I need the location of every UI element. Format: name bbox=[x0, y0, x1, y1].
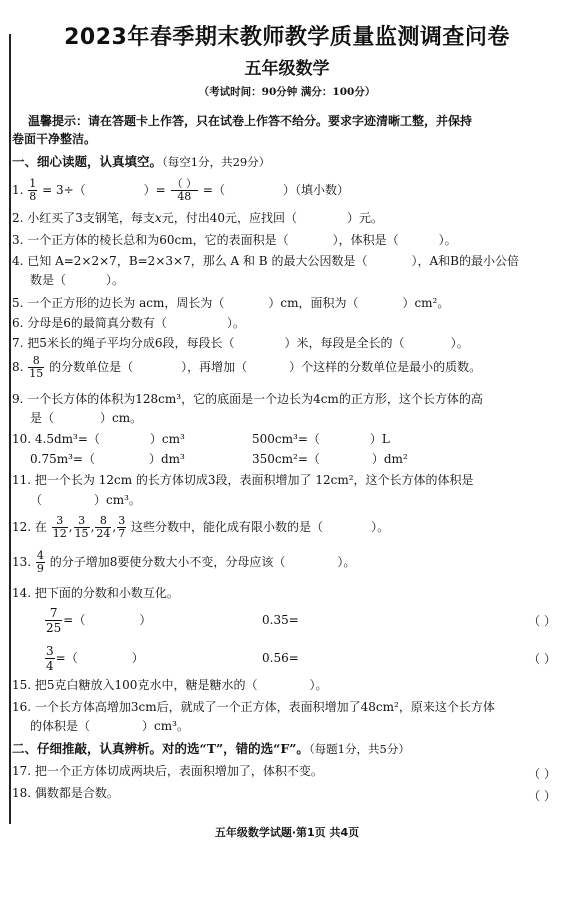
q12-fraction-1: $\frac{3}{12}$ bbox=[52, 514, 67, 540]
question-1 bbox=[12, 176, 566, 204]
question-14-row-1: $\frac{7}{25}$ =（ ） 0.35= bbox=[46, 606, 299, 635]
question-7: 7. 把5米长的绳子平均分成6段，每段长（ ）米，每段是全长的（ ）。 bbox=[12, 336, 469, 350]
question-14-row-2: $\frac{3}{4}$ =（ ） 0.56= bbox=[46, 644, 299, 673]
question-3: 3. 一个正方体的棱长总和为60cm，它的表面积是（ ），体积是（ ）。 bbox=[12, 233, 457, 247]
question-4: 4. 已知 A=2×2×7，B=2×3×7，那么 A 和 B 的最大公因数是（ ），A和B的最小公倍 bbox=[12, 254, 519, 268]
section2-heading bbox=[12, 741, 566, 757]
q13-fraction: $\frac{4}{9}$ bbox=[36, 549, 44, 575]
question-5: 5. 一个正方形的边长为 acm，周长为（ ）cm，面积为（ ）cm²。 bbox=[12, 296, 450, 310]
q14-fraction-2: $\frac{3}{4}$ bbox=[46, 644, 54, 673]
q8-fraction: $\frac{8}{15}$ bbox=[29, 354, 44, 380]
q14-answer-paren-1: （ ） bbox=[528, 614, 556, 628]
binding-margin-line bbox=[9, 34, 11, 824]
q1-fraction-1: $\frac{1}{8}$ bbox=[29, 177, 37, 203]
q14-decimal-2: 0.56= bbox=[262, 651, 299, 665]
question-17: 17. 把一个正方体切成两块后，表面积增加了，体积不变。 bbox=[12, 764, 323, 778]
q1-text-b: ）= bbox=[143, 183, 166, 197]
q14-fraction-1: $\frac{7}{25}$ bbox=[46, 606, 62, 635]
question-11-cont: （ ）cm³。 bbox=[30, 493, 141, 507]
tip-line-2: 卷面干净整洁。 bbox=[12, 132, 97, 146]
question-12: 12. 在 $\frac{3}{12}$ , $\frac{3}{15}$ , $\frac{8}{24}$ , $\frac{3}{7}$ 这些分数中，能化成有限小数的是（ ）。 bbox=[12, 514, 390, 540]
exam-title: 2023年春季期末教师教学质量监测调查问卷 bbox=[64, 25, 510, 50]
question-9-cont: 是（ ）cm。 bbox=[30, 411, 143, 425]
question-16-cont: 的体积是（ ）cm³。 bbox=[30, 719, 189, 733]
exam-subtitle: 五年级数学 bbox=[244, 59, 330, 79]
section2-note: （每题1分，共5分） bbox=[308, 742, 410, 756]
question-15: 15. 把5克白糖放入100克水中，糖是糖水的（ ）。 bbox=[12, 678, 328, 692]
q18-answer-paren: （ ） bbox=[528, 789, 556, 803]
section2-title: 二、仔细推敲，认真辨析。对的选“T”，错的选“F”。 bbox=[12, 741, 309, 756]
q14-decimal-1: 0.35= bbox=[262, 613, 299, 627]
question-13: 13. $\frac{4}{9}$ 的分子增加8要使分数大小不变，分母应该（ ）。 bbox=[12, 549, 356, 575]
section1-heading bbox=[12, 154, 566, 170]
q12-fraction-3: $\frac{8}{24}$ bbox=[96, 514, 111, 540]
question-18: 18. 偶数都是合数。 bbox=[12, 786, 119, 800]
q14-answer-paren-2: （ ） bbox=[528, 652, 556, 666]
q1-text-a: = 3÷（ bbox=[42, 183, 86, 197]
exam-info: （考试时间：90分钟 满分：100分） bbox=[198, 86, 376, 98]
q17-answer-paren: （ ） bbox=[528, 767, 556, 781]
question-10-row-2: 0.75m³=（ ）dm³ 350cm²=（ ）dm² bbox=[30, 452, 408, 466]
question-8: 8. $\frac{8}{15}$ 的分数单位是（ ），再增加（ ）个这样的分数单位是最小的质数。 bbox=[12, 354, 482, 380]
question-9: 9. 一个长方体的体积为128cm³，它的底面是一个边长为4cm的正方形，这个长方体的高 bbox=[12, 392, 483, 406]
q1-text-c: =（ bbox=[202, 183, 225, 197]
question-2: 2. 小红买了3支钢笔，每支x元，付出40元，应找回（ ）元。 bbox=[12, 211, 383, 225]
question-4-cont: 数是（ ）。 bbox=[30, 273, 125, 287]
q1-text-d: ）（填小数） bbox=[282, 183, 349, 197]
tip-line-1: 温馨提示：请在答题卡上作答，只在试卷上作答不给分。要求字迹清晰工整，并保持 bbox=[28, 114, 473, 128]
question-6: 6. 分母是6的最简真分数有（ ）。 bbox=[12, 316, 245, 330]
q1-number: 1. bbox=[12, 183, 24, 197]
q1-fraction-2: $\frac{( )}{48}$ bbox=[171, 177, 198, 203]
q12-fraction-4: $\frac{3}{7}$ bbox=[118, 514, 126, 540]
question-14-heading: 14. 把下面的分数和小数互化。 bbox=[12, 586, 179, 600]
section1-note: （每空1分，共29分） bbox=[162, 155, 271, 169]
q12-fraction-2: $\frac{3}{15}$ bbox=[74, 514, 89, 540]
question-10-row-1: 10. 4.5dm³=（ ）cm³ 500cm³=（ ）L bbox=[12, 432, 390, 446]
section1-title: 一、细心读题，认真填空。 bbox=[12, 154, 163, 169]
question-16: 16. 一个长方体高增加3cm后，就成了一个正方体，表面积增加了48cm²，原来这个长方体 bbox=[12, 700, 495, 714]
question-11: 11. 把一个长为 12cm 的长方体切成3段，表面积增加了 12cm²，这个长方体的体积是 bbox=[12, 473, 474, 487]
page-footer: 五年级数学试题·第1页 共4页 bbox=[214, 826, 360, 839]
